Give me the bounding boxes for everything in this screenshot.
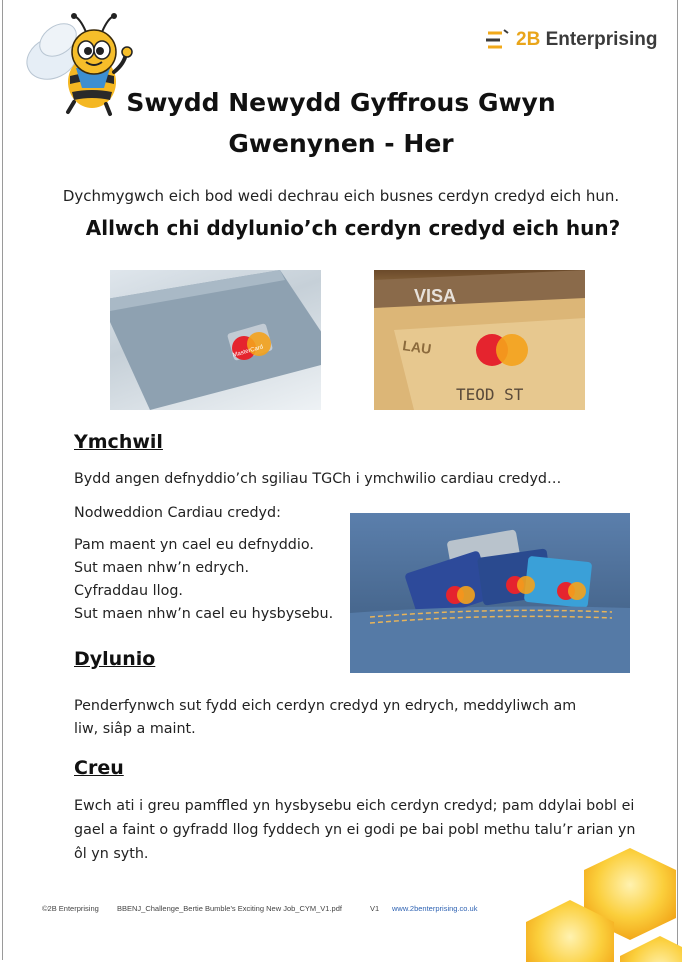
page-title-line-2: Gwenynen - Her (228, 129, 454, 158)
card-top-text: LAU (401, 337, 433, 357)
brand-logo (484, 28, 657, 52)
research-heading: Ymchwil (74, 431, 163, 453)
card-emboss-text: TEOD ST (456, 385, 524, 404)
research-sublabel: Nodweddion Cardiau credyd: (74, 505, 281, 521)
research-text: Bydd angen defnyddio’ch sgiliau TGCh i ymchwilio cardiau credyd… (74, 471, 562, 487)
design-text (74, 695, 576, 741)
research-list (74, 534, 333, 626)
footer-website-link[interactable]: www.2benterprising.co.uk (392, 904, 478, 913)
card-brand-text-1: MasterCard (232, 344, 264, 359)
logo-suffix: Enterprising (540, 29, 658, 50)
logo-text (516, 29, 657, 51)
design-line: liw, siâp a maint. (74, 721, 196, 737)
credit-card-photo-2 (374, 270, 585, 410)
logo-prefix: 2B (516, 29, 541, 50)
intro-text: Dychmygwch eich bod wedi dechrau eich busnes cerdyn credyd eich hun. (62, 187, 620, 205)
honeycomb-logo-icon (484, 28, 510, 52)
footer-version: V1 (370, 904, 380, 913)
create-heading: Creu (74, 757, 124, 779)
card-visa-text: VISA (414, 286, 457, 306)
create-line: ôl yn syth. (74, 846, 149, 862)
create-line: Ewch ati i greu pamffled yn hysbysebu eich cerdyn credyd; pam ddylai bobl ei (74, 798, 635, 814)
create-line: gael a faint o gyfradd llog fyddech yn ei godi pe bai pobl methu talu’r arian yn (74, 822, 636, 838)
page-title-line-1: Swydd Newydd Gyffrous Gwyn (126, 88, 556, 117)
challenge-question: Allwch chi ddylunio’ch cerdyn credyd eich hun? (85, 216, 621, 240)
design-heading: Dylunio (74, 648, 156, 670)
footer-filename: BBENJ_Challenge_Bertie Bumble’s Exciting New Job_CYM_V1.pdf (117, 904, 342, 913)
design-line: Penderfynwch sut fydd eich cerdyn credyd yn edrych, meddyliwch am (74, 698, 577, 714)
credit-card-photo-1 (110, 270, 321, 410)
list-item: Sut maen nhw’n cael eu hysbysebu. (74, 606, 334, 622)
footer-copyright: ©2B Enterprising (42, 904, 99, 913)
cards-in-pocket-photo (350, 513, 630, 673)
list-item: Cyfraddau llog. (74, 583, 183, 599)
list-item: Sut maen nhw’n edrych. (74, 560, 250, 576)
honeycomb-decoration (480, 840, 682, 962)
list-item: Pam maent yn cael eu defnyddio. (74, 537, 314, 553)
